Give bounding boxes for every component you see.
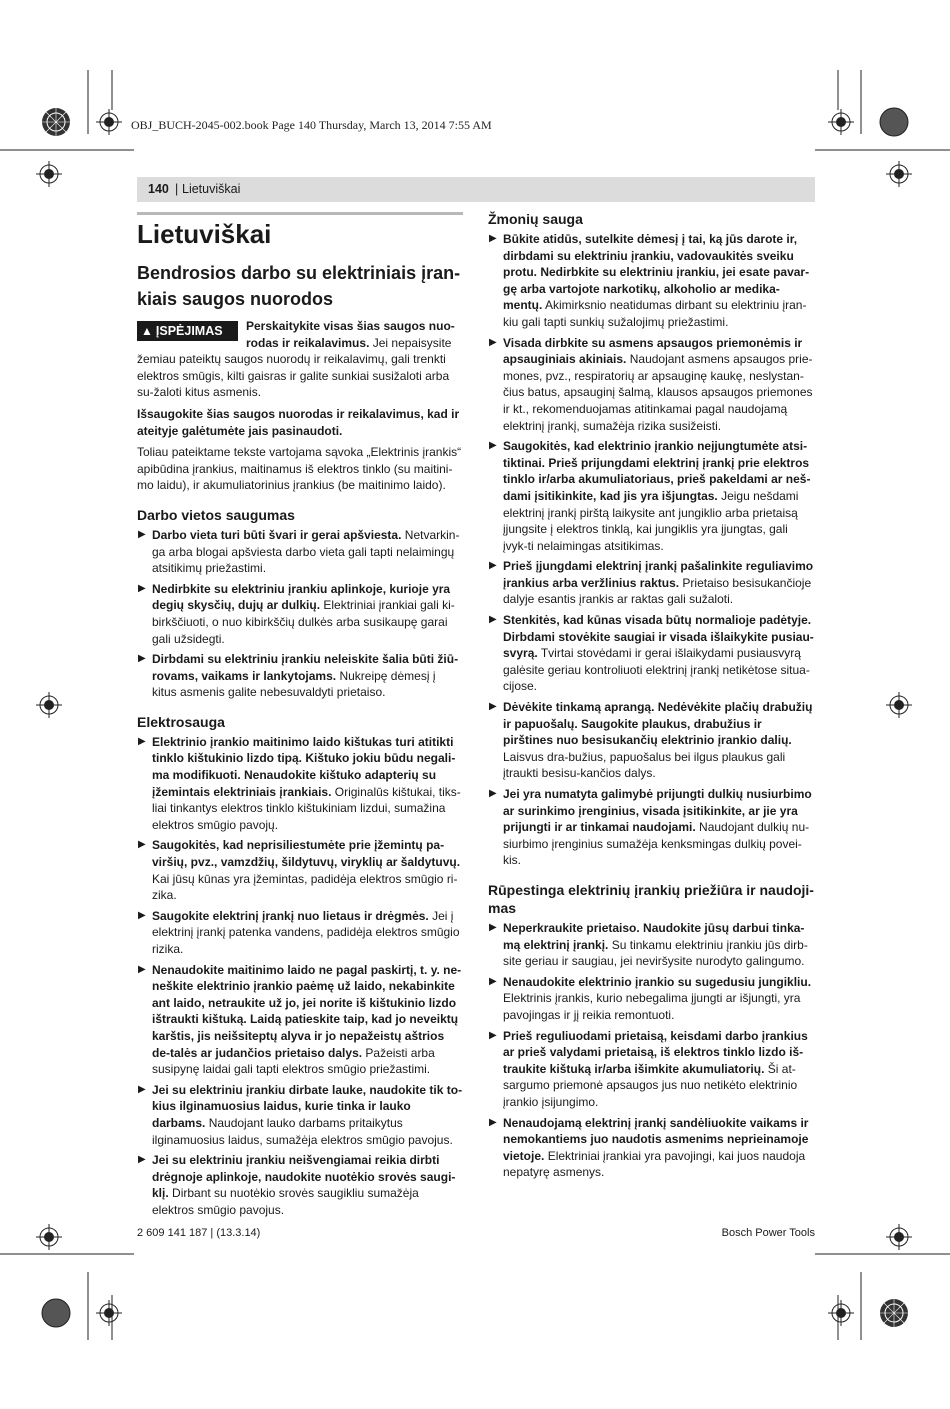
item-bold: Elektrinio įrankio maitinimo laido kištukas turi atitikti tinklo kištukinio lizdo tipą. Kištuko jokiu būdu negali-ma modifikuoti. Nenaudokite kištuko adapterių su įžemintais elektriniais įrankiais. bbox=[152, 734, 456, 799]
list-item bbox=[488, 786, 814, 869]
list-maintenance bbox=[488, 920, 814, 1181]
list-item bbox=[137, 837, 463, 903]
registration-mark-icon bbox=[879, 1298, 909, 1328]
list-item bbox=[137, 908, 463, 958]
heading-electrical: Elektrosauga bbox=[137, 713, 225, 730]
triangle-right-icon: ▶ bbox=[489, 560, 497, 572]
item-text: Netvarkin-ga arba blogai apšviesta darbo vieta gali tapti nelaimingų atsitikimų priežastimi. bbox=[152, 527, 460, 576]
header-separator: | bbox=[175, 182, 179, 196]
item-text: Kai jūsų kūnas yra įžemintas, padidėja elektros smūgio ri-zika. bbox=[152, 871, 458, 903]
item-text: Nukreipę dėmesį į kitus asmenis galite nebesuvaldyti prietaiso. bbox=[152, 668, 436, 700]
heading-personal: Žmonių sauga bbox=[488, 211, 583, 227]
keep-instructions: Išsaugokite šias saugos nuorodas ir reikalavimus, kad ir ateityje galėtumėte jais pasinaudoti. bbox=[137, 406, 460, 438]
list-electrical bbox=[137, 734, 463, 1219]
triangle-right-icon: ▶ bbox=[489, 440, 497, 452]
warning-block bbox=[137, 318, 463, 401]
list-item bbox=[137, 651, 463, 701]
list-item bbox=[488, 920, 814, 970]
triangle-right-icon: ▶ bbox=[138, 528, 146, 540]
item-text: Akimirksnio neatidumas dirbant su elektriniu įran-kiu gali tapti sunkių sužalojimų priežastimi. bbox=[503, 298, 807, 329]
list-item bbox=[488, 699, 814, 782]
item-bold: Neperkraukite prietaiso. Naudokite jūsų darbui tinka-mą elektrinį įrankį. bbox=[503, 920, 805, 952]
registration-mark-icon bbox=[886, 692, 912, 718]
page-title: Lietuviškai bbox=[137, 219, 272, 249]
page-number: 140 bbox=[148, 182, 169, 196]
list-item bbox=[488, 231, 814, 331]
list-item bbox=[488, 1028, 814, 1111]
item-text: Prietaiso besisukančioje dalyje esantis įrankis ar raktas gali sužaloti. bbox=[503, 575, 812, 607]
list-item bbox=[488, 335, 814, 435]
triangle-right-icon: ▶ bbox=[489, 336, 497, 348]
page-header-bar bbox=[137, 177, 815, 202]
registration-mark-icon bbox=[36, 161, 62, 187]
section-title: Bendrosios darbo su elektriniais įran-kiais saugos nuorodos bbox=[137, 263, 461, 309]
registration-mark-icon bbox=[886, 161, 912, 187]
list-item bbox=[488, 974, 814, 1024]
triangle-right-icon: ▶ bbox=[138, 839, 146, 851]
registration-mark-icon bbox=[96, 1300, 122, 1326]
item-bold: Stenkitės, kad kūnas visada būtų normalioje padėtyje. Dirbdami stovėkite saugiai ir visada išlaikykite pusiau-svyrą. bbox=[503, 613, 814, 661]
triangle-right-icon: ▶ bbox=[138, 1083, 146, 1095]
item-text: Tvirtai stovėdami ir gerai išlaikydami pusiausvyrą galėsite geriau kontroliuoti elektrinį įrankį netikėtose situa-cijose. bbox=[503, 646, 810, 694]
item-text: Naudojant dulkių nu-siurbimo įrenginius sumažėja kenksmingas dulkių povei-kis. bbox=[503, 820, 810, 868]
item-bold: Dėvėkite tinkamą aprangą. Nedėvėkite plačių drabužių ir papuošalų. Saugokite plaukus, drabužius ir pirštines nuo besisukančių elektrinio įrankio dalių. bbox=[503, 700, 813, 748]
list-work-area bbox=[137, 527, 463, 701]
registration-mark-icon bbox=[828, 1300, 854, 1326]
item-bold: Saugokitės, kad neprisiliestumėte prie įžemintų pa-viršių, pvz., vamzdžių, šildytuvų, viryklių ar šaldytuvų. bbox=[152, 838, 461, 870]
item-text: Jeigu nešdami elektrinį įrankį pirštą laikysite ant jungiklio arba prietaisą įjungsite į elektros tinklą, kai jungiklis yra įjungtas, gali įvyk-ti nelaimingas atsitikimas. bbox=[503, 488, 799, 553]
item-bold: Jei yra numatyta galimybė prijungti dulkių nusiurbimo ar surinkimo įrenginius, visada įsitikinkite, ar jie yra prijungti ir ar tinkamai naudojami. bbox=[503, 787, 812, 835]
triangle-right-icon: ▶ bbox=[489, 233, 497, 244]
triangle-right-icon: ▶ bbox=[138, 1154, 146, 1166]
item-text: Jei į elektrinį įrankį patenka vandens, padidėja elektros smūgio rizika. bbox=[152, 908, 460, 956]
registration-mark-icon bbox=[36, 692, 62, 718]
warning-badge bbox=[137, 321, 238, 341]
left-column bbox=[137, 210, 463, 1223]
registration-mark-icon bbox=[828, 109, 854, 135]
triangle-right-icon: ▶ bbox=[489, 614, 497, 626]
heading-maintenance: Rūpestinga elektrinių įrankių priežiūra ir naudoji-mas bbox=[488, 881, 814, 916]
triangle-right-icon: ▶ bbox=[489, 701, 497, 713]
list-item bbox=[137, 734, 463, 834]
print-slug: OBJ_BUCH-2045-002.book Page 140 Thursday, March 13, 2014 7:55 AM bbox=[131, 118, 492, 132]
warning-triangle-icon: ▲ bbox=[141, 324, 153, 338]
item-bold: Darbo vieta turi būti švari ir gerai apšviesta. bbox=[152, 527, 402, 542]
item-text: Su tinkamu elektriniu įrankiu jūs dirb-site geriau ir saugiau, jei neviršysite nurodyto galingumo. bbox=[503, 937, 808, 969]
registration-mark-icon bbox=[41, 1298, 71, 1328]
right-column bbox=[488, 210, 814, 1185]
triangle-right-icon: ▶ bbox=[489, 1029, 497, 1041]
item-text: Dirbant su nuotėkio srovės saugikliu sumažėja elektros smūgio pavojus. bbox=[152, 1186, 419, 1217]
item-bold: Nenaudojamą elektrinį įrankį sandėliuokite vaikams ir nemokantiems juo naudotis asmenims neprieinamoje vietoje. bbox=[503, 1115, 809, 1163]
item-bold: Nenaudokite maitinimo laido ne pagal paskirtį, t. y. ne-neškite elektrinio įrankio paėmę už laido, nekabinkite ant laido, netraukite už jo, jei norite iš kištukinio lizdo ištraukti kištuką. Laidą patieskite taip, kad jo neveiktų karštis, jis neišsiteptų alyva ir jo nepažeistų aštrios de-talės ar judančios prietaiso dalys. bbox=[152, 962, 462, 1060]
triangle-right-icon: ▶ bbox=[489, 788, 497, 799]
list-item bbox=[137, 1082, 463, 1148]
triangle-right-icon: ▶ bbox=[138, 963, 146, 975]
warning-bold: Perskaitykite visas šias saugos nuo-rodas ir reikalavimus. bbox=[246, 319, 455, 350]
list-item bbox=[137, 581, 463, 647]
triangle-right-icon: ▶ bbox=[138, 909, 146, 921]
list-item bbox=[488, 612, 814, 695]
item-bold: Prieš įjungdami elektrinį įrankį pašalinkite reguliavimo įrankius arba veržlinius raktus. bbox=[503, 559, 814, 590]
item-text: Elektrinis įrankis, kurio nebegalima įjungti ar išjungti, yra pavojingas ir jį reikia remontuoti. bbox=[503, 991, 801, 1022]
triangle-right-icon: ▶ bbox=[489, 921, 497, 933]
item-text: Naudojant asmens apsaugos prie-mones, pvz., respiratorių ar apsauginę kaukę, neslystan-čius batus, apsauginį šalmą, klausos apsaugos priemones ir kt., rekomenduojamas atitinkamai pagal naudojamą elektrinį įrankį, sumažėja rizika susižeisti. bbox=[503, 352, 813, 433]
list-item bbox=[137, 962, 463, 1078]
item-text: Naudojant lauko darbams pritaikytus ilginamuosius laidus, sumažėja elektros smūgio pavojus. bbox=[152, 1115, 453, 1147]
list-personal bbox=[488, 231, 814, 869]
item-bold: Visada dirbkite su asmens apsaugos priemonėmis ir apsauginiais akiniais. bbox=[503, 335, 803, 367]
registration-mark-icon bbox=[41, 107, 71, 137]
list-item bbox=[488, 438, 814, 554]
triangle-right-icon: ▶ bbox=[138, 735, 146, 747]
heading-work-area: Darbo vietos saugumas bbox=[137, 506, 295, 523]
triangle-right-icon: ▶ bbox=[489, 1116, 497, 1128]
item-bold: Prieš reguliuodami prietaisą, keisdami darbo įrankius ar prieš valydami prietaisą, iš elektros tinklo lizdo iš-traukite kištuką ir/arba išimkite akumuliatorių. bbox=[503, 1028, 808, 1076]
item-bold: Nedirbkite su elektriniu įrankiu aplinkoje, kurioje yra degių skysčių, dujų ar dulkių. bbox=[152, 581, 451, 613]
triangle-right-icon: ▶ bbox=[138, 582, 146, 594]
item-text: Originalūs kištukai, tiks-liai tinkantys elektros tinklo kištukiniam lizdui, sumažina elektros smūgio pavojų. bbox=[152, 784, 461, 832]
item-bold: Nenaudokite elektrinio įrankio su sugedusiu jungikliu. bbox=[503, 974, 812, 989]
header-language: Lietuviškai bbox=[182, 182, 241, 196]
item-bold: Jei su elektriniu įrankiu dirbate lauke, naudokite tik to-kius ilginamuosius laidus, kurie tinka ir lauko darbams. bbox=[152, 1082, 463, 1130]
footer-doc-number: 2 609 141 187 | (13.3.14) bbox=[137, 1227, 261, 1239]
item-text: Laisvus dra-bužius, papuošalus bei ilgus plaukus gali įtraukti besisu-kančios dalys. bbox=[503, 749, 786, 781]
item-bold: Būkite atidūs, sutelkite dėmesį į tai, ką jūs darote ir, dirbdami su elektriniu įrankiu, vadovaukitės sveiku protu. Nedirbkite su elektriniu įrankiu, jei esate pavar-gę arba vartojote narkotikų, alkoholio ar medika-mentų. bbox=[503, 232, 810, 313]
item-bold: Jei su elektriniu įrankiu neišvengiamai reikia dirbti drėgnoje aplinkoje, naudokite nuotėkio srovės saugi-klį. bbox=[152, 1153, 456, 1201]
item-bold: Saugokitės, kad elektrinio įrankio neįjungtumėte atsi-tiktinai. Prieš prijungdami elektrinį įrankį prie elektros tinklo ir/arba akumuliatoriaus, prieš pakeldami ar neš-dami įsitikinkite, kad jis yra išjungtas. bbox=[503, 439, 811, 503]
triangle-right-icon: ▶ bbox=[138, 653, 146, 665]
registration-mark-icon bbox=[879, 107, 909, 137]
list-item bbox=[488, 558, 814, 608]
warning-label: ĮSPĖJIMAS bbox=[155, 324, 223, 338]
item-text: Pažeisti arba susipynę laidai gali tapti elektros smūgio priežastimi. bbox=[152, 1045, 435, 1077]
triangle-right-icon: ▶ bbox=[489, 975, 497, 987]
definition-paragraph: Toliau pateiktame tekste vartojama sąvoka „Elektrinis įrankis“ apibūdina įrankius, maitinamus iš elektros tinklo (su maitini-mo laidu), ir akumuliatorinius įrankius (be maitinimo laido). bbox=[137, 445, 462, 493]
item-bold: Saugokite elektrinį įrankį nuo lietaus ir drėgmės. bbox=[152, 908, 429, 923]
item-text: Ši at-sargumo priemonė apsaugos jus nuo netikėto elektrinio įrankio įsijungimo. bbox=[503, 1061, 798, 1109]
warning-body: Jei nepaisysite žemiau pateiktų saugos nuorodų ir reikalavimų, gali trenkti elektros smūgis, kilti gaisras ir galite sunkiai susižaloti arba su-žaloti kitus asmenis. bbox=[137, 335, 452, 400]
list-item bbox=[137, 1152, 463, 1218]
item-text: Elektriniai įrankiai gali ki-birkščiuoti, o nuo kibirkščių dulkės arba susikaupę garai gali užsidegti. bbox=[152, 598, 455, 646]
item-bold: Dirbdami su elektriniu įrankiu neleiskite šalia būti žiū-rovams, vaikams ir lankytojams. bbox=[152, 652, 459, 683]
list-item bbox=[137, 527, 463, 577]
footer-brand: Bosch Power Tools bbox=[721, 1227, 815, 1239]
list-item bbox=[488, 1115, 814, 1181]
registration-mark-icon bbox=[36, 1224, 62, 1250]
registration-mark-icon bbox=[886, 1224, 912, 1250]
item-text: Elektriniai įrankiai yra pavojingi, kai juos naudoja nepatyrę asmenys. bbox=[503, 1148, 806, 1180]
registration-mark-icon bbox=[96, 109, 122, 135]
